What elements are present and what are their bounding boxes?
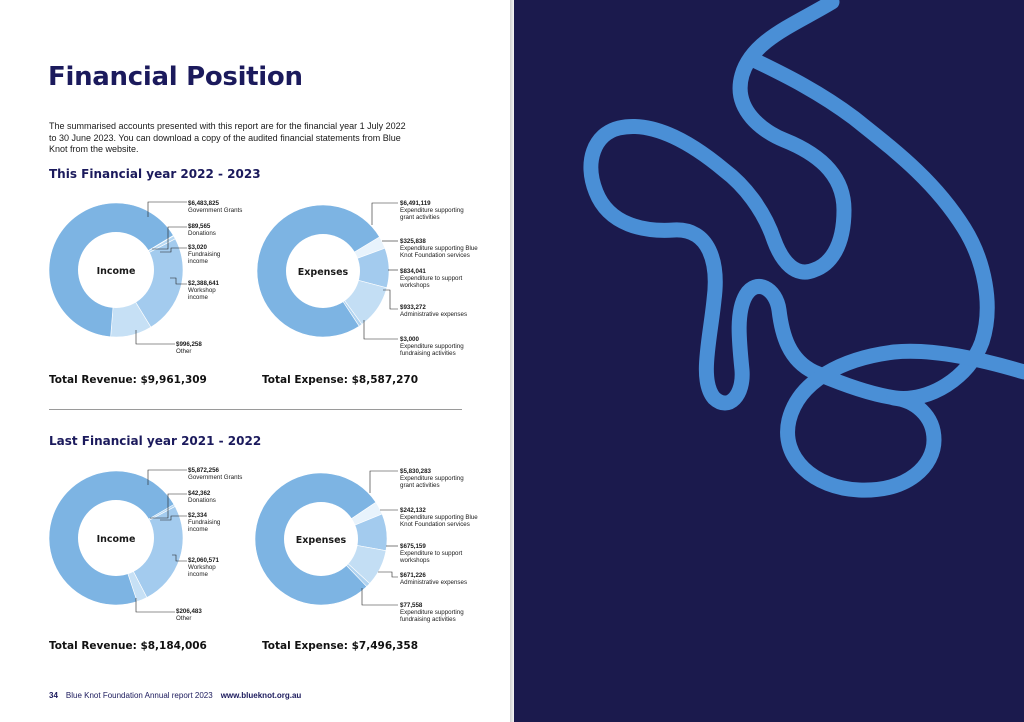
- section-heading-last-year: Last Financial year 2021 - 2022: [49, 434, 262, 448]
- expense-label-administrative: $933,272 Administrative expenses: [400, 304, 468, 318]
- intro-paragraph: The summarised accounts presented with this report are for the financial year 1 July 2022 to 30 June 2023. You can download a copy of the audited financial statements from Blue Knot from the website.: [49, 121, 406, 154]
- right-page-artwork: [514, 0, 1024, 722]
- income-label-government-grants: $6,483,825 Government Grants: [188, 200, 243, 214]
- income-donut-label: Income: [96, 534, 136, 545]
- income-label-donations: $42,362 Donations: [188, 490, 216, 504]
- left-page: [0, 0, 510, 722]
- page-footer: [49, 691, 301, 700]
- total-expense-last: Total Expense: $7,496,358: [262, 640, 419, 652]
- knot-line: [591, 2, 987, 403]
- income-label-government-grants: $5,872,256 Government Grants: [188, 467, 243, 481]
- expense-label-grant-activities: $5,830,283 Expenditure supporting grant activities: [400, 468, 464, 489]
- section-heading-current-year: This Financial year 2022 - 2023: [49, 167, 261, 181]
- knot-line-loop: [788, 351, 1024, 490]
- expense-label-foundation-services: $325,838 Expenditure supporting Blue Knot Foundation services: [400, 238, 478, 259]
- expenses-donut-label: Expenses: [295, 535, 347, 546]
- expense-label-foundation-services: $242,132 Expenditure supporting Blue Knot Foundation services: [400, 507, 478, 528]
- expense-label-administrative: $671,226 Administrative expenses: [400, 572, 468, 586]
- total-expense-current: Total Expense: $8,587,270: [262, 374, 419, 386]
- knot-line-artwork: [514, 0, 1024, 722]
- income-label-donations: $89,565 Donations: [188, 223, 216, 237]
- income-donut-label: Income: [96, 266, 136, 277]
- total-revenue-current: Total Revenue: $9,961,309: [49, 374, 207, 386]
- expenses-donut-label: Expenses: [297, 267, 349, 278]
- income-label-workshop: $2,060,571 Workshop income: [188, 557, 219, 578]
- income-label-fundraising: $2,334 Fundraising income: [188, 512, 221, 533]
- total-revenue-last: Total Revenue: $8,184,006: [49, 640, 207, 652]
- page-title: Financial Position: [48, 62, 303, 92]
- income-label-other: $206,483 Other: [176, 608, 202, 622]
- page-number: 34: [49, 691, 58, 700]
- publication-name: Blue Knot Foundation Annual report 2023: [65, 691, 213, 700]
- expense-label-workshops: $834,041 Expenditure to support workshops: [400, 268, 463, 289]
- income-label-workshop: $2,388,641 Workshop income: [188, 280, 219, 301]
- expense-label-fundraising: $77,558 Expenditure supporting fundraising activities: [400, 602, 464, 623]
- website-link[interactable]: www.blueknot.org.au: [220, 691, 302, 700]
- income-label-fundraising: $3,020 Fundraising income: [188, 244, 221, 265]
- expense-label-grant-activities: $6,491,119 Expenditure supporting grant activities: [400, 200, 464, 221]
- income-label-other: $996,258 Other: [176, 341, 202, 355]
- expense-label-fundraising: $3,000 Expenditure supporting fundraising activities: [400, 336, 464, 357]
- expense-label-workshops: $675,159 Expenditure to support workshops: [400, 543, 463, 564]
